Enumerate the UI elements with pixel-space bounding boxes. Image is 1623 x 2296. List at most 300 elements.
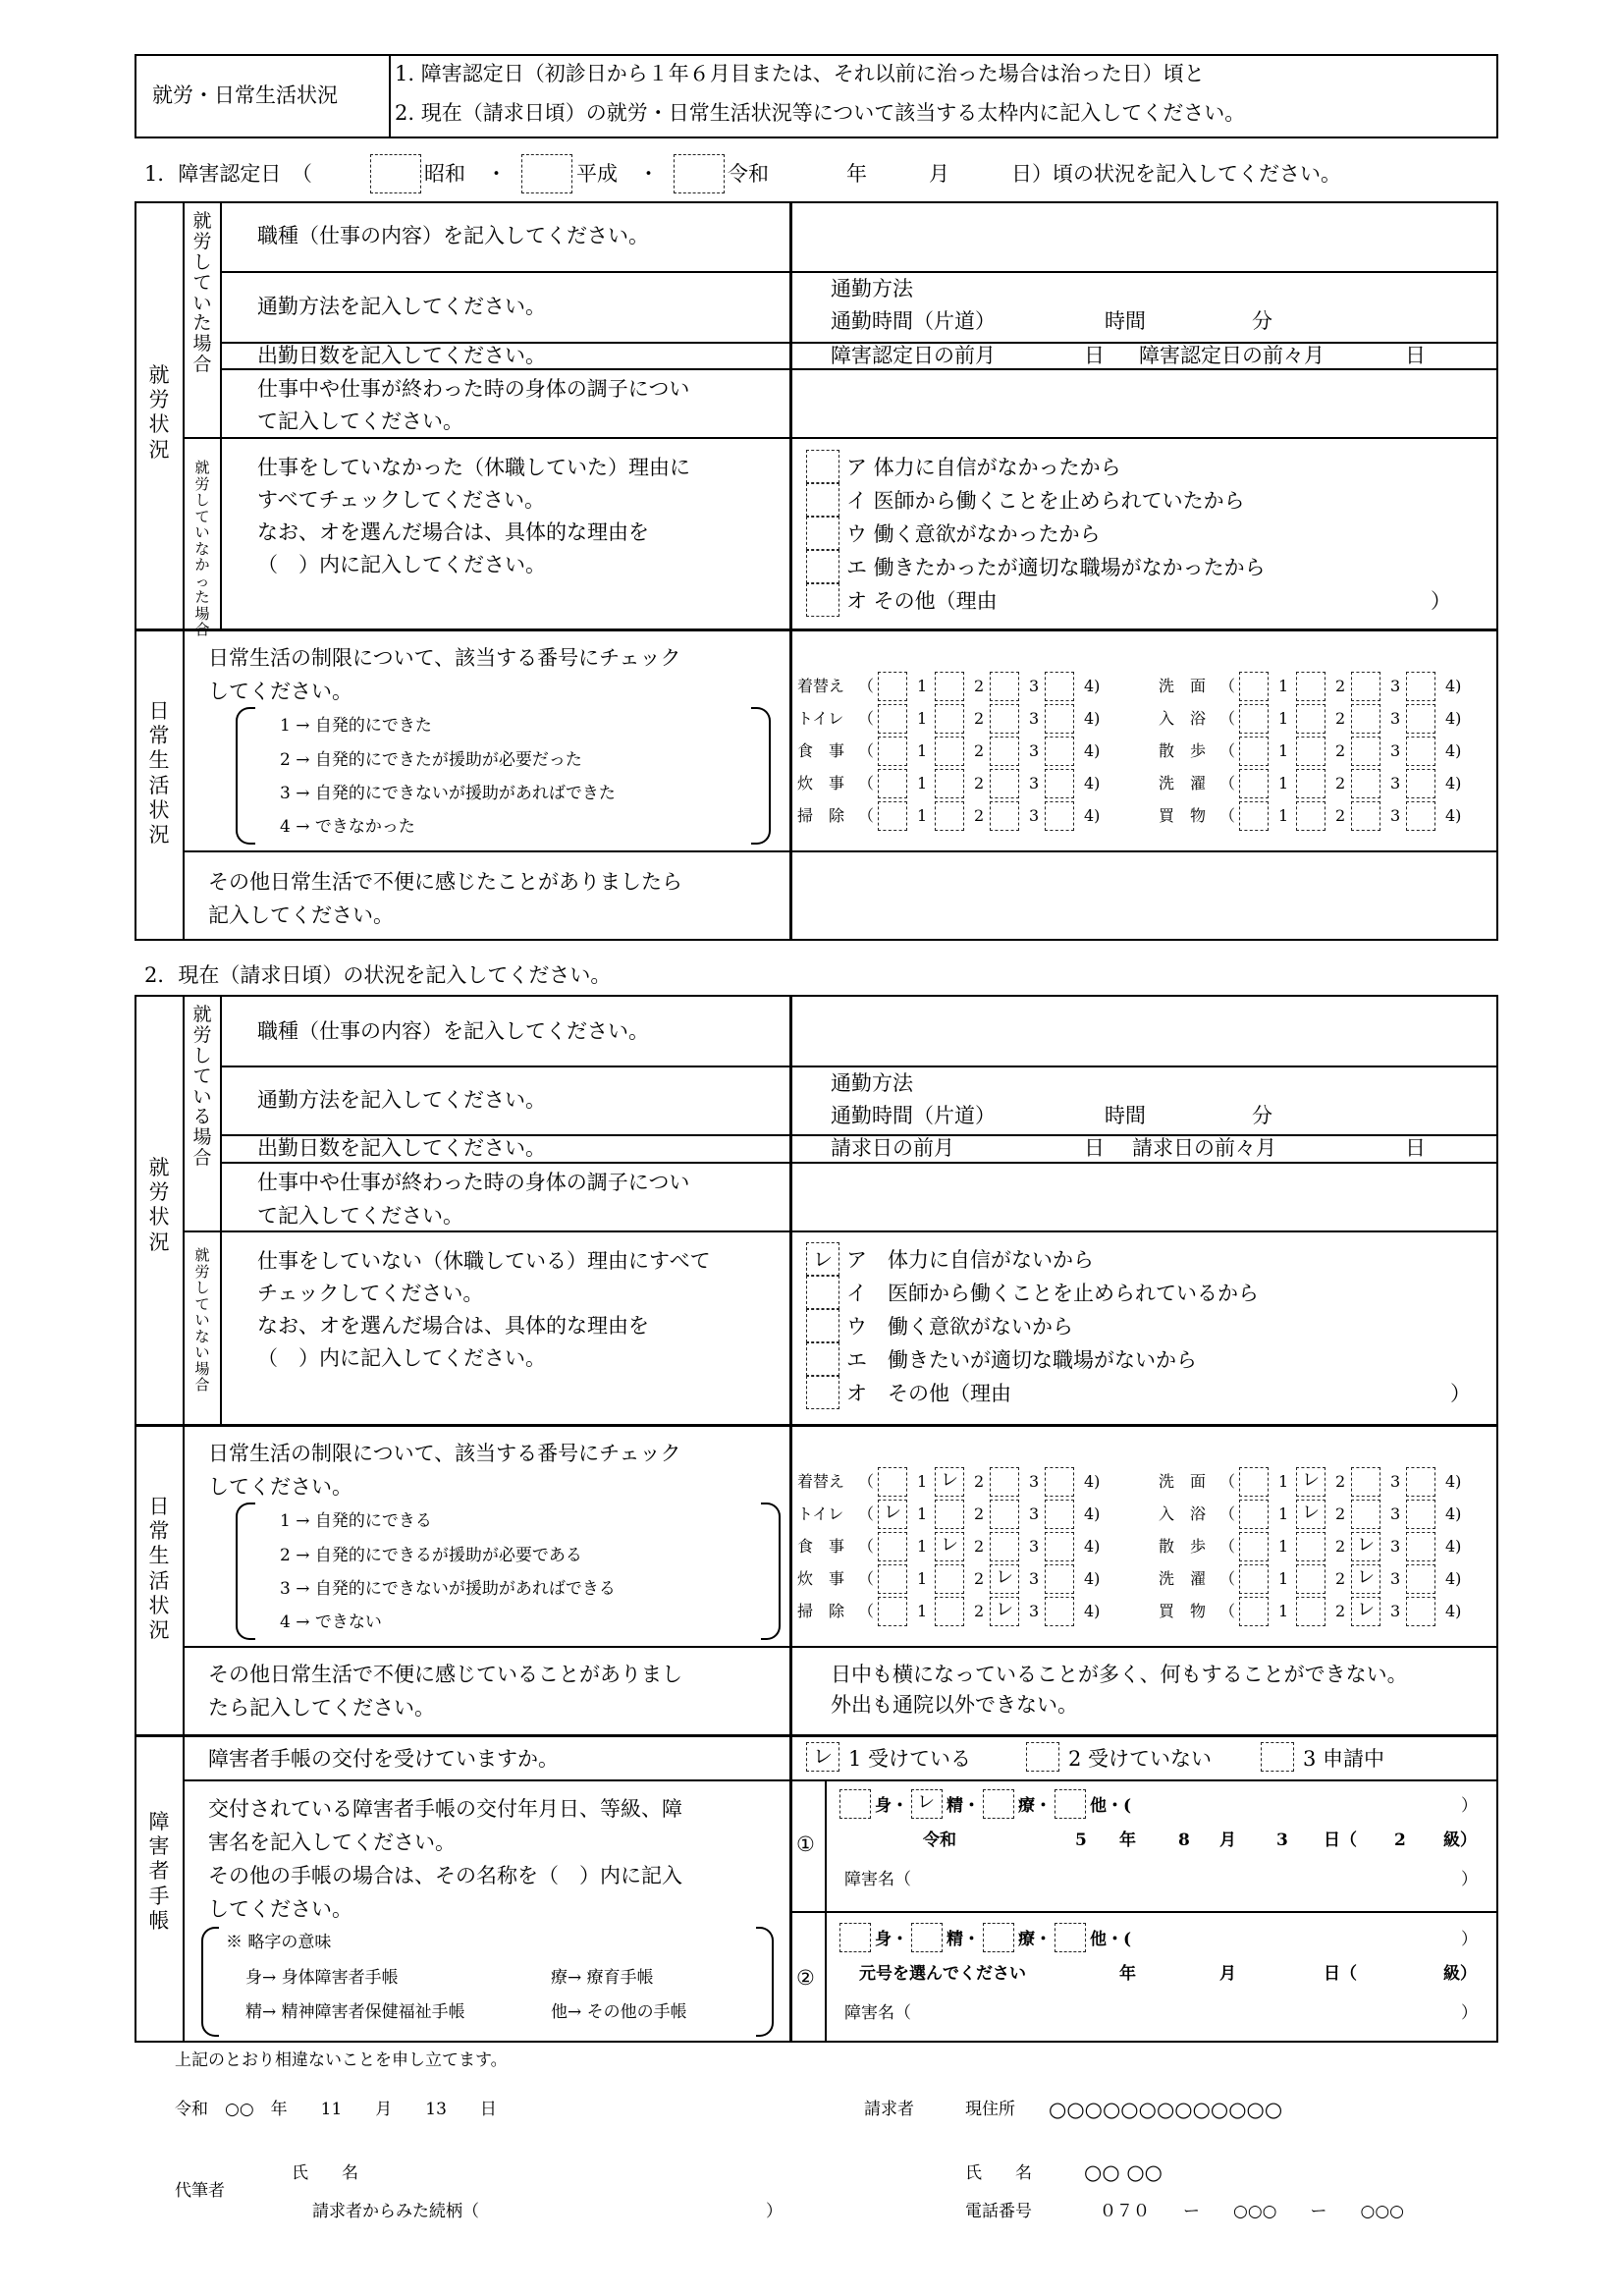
s2-num-l4-1: 1 <box>917 1602 928 1620</box>
s1-era-reiwa: 令和 <box>728 162 769 186</box>
s1-reason-checkbox-u[interactable] <box>806 517 839 550</box>
s1-num-l0-2: 2 <box>974 677 985 695</box>
s1-levels-bracket-left <box>236 707 255 845</box>
s2-check-l2: レ <box>941 1535 958 1556</box>
s2-num-l1-1: 1 <box>917 1504 928 1523</box>
s1-checkbox-r0-2[interactable] <box>1296 672 1325 701</box>
s1-other-q1: その他日常生活で不便に感じたことがありましたら <box>208 870 682 894</box>
s1-checkbox-l0-3[interactable] <box>990 672 1019 701</box>
s2-day2: 日 <box>1405 1136 1426 1160</box>
s2-checkbox-l0-1[interactable] <box>878 1467 907 1497</box>
s2-levels-bracket-left <box>236 1503 255 1640</box>
s1-checkbox-l1-3[interactable] <box>990 704 1019 734</box>
handbook-num-2: ② <box>796 1966 815 1990</box>
s1-reason-i: イ 医師から働くことを止められていたから <box>846 489 1245 513</box>
s1-checkbox-l2-3[interactable] <box>990 737 1019 766</box>
s1-reason-checkbox-i[interactable] <box>806 483 839 517</box>
s1-checkbox-r0-4[interactable] <box>1406 672 1435 701</box>
s2-day1: 日 <box>1084 1136 1105 1160</box>
s1-q-commute: 通勤方法を記入してください。 <box>257 295 546 318</box>
s2-checkbox-r3-4[interactable] <box>1406 1564 1435 1594</box>
s2-num-l4-4: 4) <box>1084 1602 1101 1620</box>
s2-checkbox-r2-4[interactable] <box>1406 1532 1435 1561</box>
s1-reason-checkbox-e[interactable] <box>806 550 839 583</box>
s2-checkbox-r4-1[interactable] <box>1239 1597 1269 1626</box>
s2-working-label: 就労している場合 <box>192 1004 212 1170</box>
s1-days-prev2: 障害認定日の前々月 <box>1139 344 1325 367</box>
s2-checkbox-l1-4[interactable] <box>1045 1500 1074 1529</box>
s2-num-r4-4: 4) <box>1445 1602 1462 1620</box>
s1-open-paren-l0: （ <box>858 677 875 695</box>
handbook-a-type-close: ） <box>1461 1796 1478 1816</box>
s2-activity-l2: 食 事 <box>797 1537 845 1556</box>
s2-open-paren-r2: （ <box>1219 1537 1236 1556</box>
s2-row-handbook-q <box>183 1779 1498 1781</box>
s1-activity-l2: 食 事 <box>797 741 845 760</box>
s1-checkbox-l2-4[interactable] <box>1045 737 1074 766</box>
s2-checkbox-l4-2[interactable] <box>935 1597 964 1626</box>
s2-checkbox-l2-1[interactable] <box>878 1532 907 1561</box>
s1-num-r3-1: 1 <box>1278 774 1289 793</box>
s1-num-r2-4: 4) <box>1445 741 1462 760</box>
s2-checkbox-l4-1[interactable] <box>878 1597 907 1626</box>
s1-checkbox-l2-2[interactable] <box>935 737 964 766</box>
abbr-bracket-right <box>756 1927 774 2037</box>
s1-open-paren-r2: （ <box>1219 741 1236 760</box>
s1-checkbox-l4-4[interactable] <box>1045 801 1074 831</box>
s1-q-reason2: すべてチェックしてください。 <box>257 488 545 512</box>
s1-num-l2-4: 4) <box>1084 741 1101 760</box>
s2-checkbox-l0-3[interactable] <box>990 1467 1019 1497</box>
abbr-2: 療→ 療育手帳 <box>551 1968 654 1988</box>
s1-q-body1: 仕事中や仕事が終わった時の身体の調子につい <box>257 377 690 401</box>
s1-checkbox-l1-2[interactable] <box>935 704 964 734</box>
handbook-a-gatsu: 月 <box>1219 1831 1236 1850</box>
s2-q-commute: 通勤方法を記入してください。 <box>257 1088 546 1112</box>
s2-check-r1: レ <box>1302 1503 1320 1523</box>
s1-checkbox-l4-2[interactable] <box>935 801 964 831</box>
s1-answer-col <box>789 201 792 941</box>
s1-activity-r4: 買 物 <box>1159 806 1207 825</box>
s1-reason-u: ウ 働く意欲がなかったから <box>846 522 1101 546</box>
s2-check-l3: レ <box>996 1567 1013 1588</box>
s2-checkbox-r0-4[interactable] <box>1406 1467 1435 1497</box>
s2-num-r2-3: 3 <box>1390 1537 1401 1556</box>
s1-era-checkbox-heisei[interactable] <box>521 154 572 193</box>
s2-q-reason1: 仕事をしていない（休職している）理由にすべて <box>257 1249 711 1273</box>
s2-num-r0-2: 2 <box>1335 1472 1346 1491</box>
footer-phone-label: 電話番号 <box>965 2202 1032 2221</box>
s2-num-r3-3: 3 <box>1390 1569 1401 1588</box>
s1-checkbox-r4-4[interactable] <box>1406 801 1435 831</box>
s2-checkbox-r0-1[interactable] <box>1239 1467 1269 1497</box>
s2-num-l2-1: 1 <box>917 1537 928 1556</box>
s1-q-job: 職種（仕事の内容）を記入してください。 <box>257 224 649 247</box>
s2-num-r3-4: 4) <box>1445 1569 1462 1588</box>
s1-days-prev: 障害認定日の前月 <box>831 344 996 367</box>
handbook-num-1: ① <box>796 1832 815 1856</box>
handbook-a-disability-close: ） <box>1461 1870 1478 1889</box>
s1-checkbox-r0-1[interactable] <box>1239 672 1269 701</box>
s2-minutes: 分 <box>1252 1104 1272 1127</box>
s1-num-r4-4: 4) <box>1445 806 1462 825</box>
s1-num-l1-4: 4) <box>1084 709 1101 728</box>
s2-not-working-label: 就労していない場合 <box>194 1246 210 1394</box>
s2-num-r3-2: 2 <box>1335 1569 1346 1588</box>
handbook-b-type-checkbox-1[interactable] <box>911 1923 943 1952</box>
s1-checkbox-r1-2[interactable] <box>1296 704 1325 734</box>
handbook-b-disability-name: 障害名（ <box>844 2003 911 2023</box>
s2-check-l4: レ <box>996 1600 1013 1620</box>
s1-level-2: 2 → 自発的にできたが援助が必要だった <box>280 750 582 770</box>
handbook-a-type-label-1: 精・ <box>947 1796 980 1816</box>
s2-check-l0: レ <box>941 1470 958 1491</box>
s2-other-q2: たら記入してください。 <box>208 1696 435 1720</box>
s2-reason-check-0: レ <box>813 1247 833 1271</box>
s1-checkbox-r3-2[interactable] <box>1296 769 1325 798</box>
s1-open-paren-l2: （ <box>858 741 875 760</box>
s1-checkbox-r4-3[interactable] <box>1351 801 1380 831</box>
s2-level-4: 4 → できない <box>280 1613 382 1632</box>
s1-checkbox-r1-4[interactable] <box>1406 704 1435 734</box>
s2-num-r4-1: 1 <box>1278 1602 1289 1620</box>
s2-num-l1-3: 3 <box>1029 1504 1040 1523</box>
s2-open-paren-r3: （ <box>1219 1569 1236 1588</box>
s1-not-working-label: 就労していなかった場合 <box>194 459 210 638</box>
s1-num-l4-3: 3 <box>1029 806 1040 825</box>
s1-num-r0-1: 1 <box>1278 677 1289 695</box>
s2-checkbox-r4-2[interactable] <box>1296 1597 1325 1626</box>
s2-num-l4-2: 2 <box>974 1602 985 1620</box>
s2-q-body1: 仕事中や仕事が終わった時の身体の調子につい <box>257 1171 690 1194</box>
handbook-a-nen: 年 <box>1119 1831 1136 1850</box>
s1-num-r1-1: 1 <box>1278 709 1289 728</box>
s2-checkbox-l1-3[interactable] <box>990 1500 1019 1529</box>
s2-checkbox-l2-3[interactable] <box>990 1532 1019 1561</box>
s2-num-r1-1: 1 <box>1278 1504 1289 1523</box>
s2-reason-checkbox-1[interactable] <box>806 1276 839 1309</box>
s1-checkbox-l4-1[interactable] <box>878 801 907 831</box>
s2-hours: 時間 <box>1105 1104 1146 1127</box>
handbook-a-type-checkbox-2[interactable] <box>983 1789 1014 1819</box>
s1-num-r1-4: 4) <box>1445 709 1462 728</box>
s1-num-r1-2: 2 <box>1335 709 1346 728</box>
s2-work-label: 就労状況 <box>148 1156 170 1254</box>
s2-num-l0-1: 1 <box>917 1472 928 1491</box>
handbook-b-type-label-2: 療・ <box>1018 1930 1052 1949</box>
s1-num-l1-2: 2 <box>974 709 985 728</box>
s2-num-l0-4: 4) <box>1084 1472 1101 1491</box>
footer-phone[interactable]: ０７０ ー ○○○ ー ○○○ <box>1100 2202 1405 2221</box>
s1-checkbox-l1-4[interactable] <box>1045 704 1074 734</box>
footer-proxy: 代筆者 <box>175 2181 225 2201</box>
s1-row-daily <box>135 629 1498 631</box>
s1-checkbox-r2-3[interactable] <box>1351 737 1380 766</box>
s1-num-l4-4: 4) <box>1084 806 1101 825</box>
handbook-a-type-label-0: 身・ <box>875 1796 908 1816</box>
handbook-a-type-checkbox-3[interactable] <box>1055 1789 1086 1819</box>
handbook-a-nichi: 日（ <box>1324 1831 1357 1850</box>
s1-num-l0-4: 4) <box>1084 677 1101 695</box>
s1-num-r0-4: 4) <box>1445 677 1462 695</box>
s1-daily-label: 日常生活状況 <box>148 699 170 847</box>
s2-num-r4-3: 3 <box>1390 1602 1401 1620</box>
s2-level-3: 3 → 自発的にできないが援助があればできる <box>280 1579 616 1599</box>
s1-open-paren-l3: （ <box>858 774 875 793</box>
s1-num-r2-3: 3 <box>1390 741 1401 760</box>
s1-checkbox-r2-4[interactable] <box>1406 737 1435 766</box>
s2-q-days: 出勤日数を記入してください。 <box>257 1136 546 1160</box>
s2-q-body2: て記入してください。 <box>257 1204 463 1228</box>
s1-checkbox-l3-1[interactable] <box>878 769 907 798</box>
s1-checkbox-r2-1[interactable] <box>1239 737 1269 766</box>
s2-num-r0-4: 4) <box>1445 1472 1462 1491</box>
s2-reason-o-close: ） <box>1450 1382 1471 1405</box>
s2-check-r0: レ <box>1302 1470 1320 1491</box>
s2-levels-bracket-right <box>761 1503 781 1640</box>
s2-num-l2-4: 4) <box>1084 1537 1101 1556</box>
s1-checkbox-l0-2[interactable] <box>935 672 964 701</box>
handbook-label: 障害者手帳 <box>148 1810 170 1933</box>
s2-activity-r1: 入 浴 <box>1159 1504 1207 1523</box>
s2-num-l3-4: 4) <box>1084 1569 1101 1588</box>
s1-q-reason4: （ ）内に記入してください。 <box>257 553 546 576</box>
s2-checkbox-r1-3[interactable] <box>1351 1500 1380 1529</box>
s1-checkbox-r0-3[interactable] <box>1351 672 1380 701</box>
s1-checkbox-r4-1[interactable] <box>1239 801 1269 831</box>
s2-num-r1-3: 3 <box>1390 1504 1401 1523</box>
s2-open-paren-l1: （ <box>858 1504 875 1523</box>
s2-activity-r2: 散 歩 <box>1159 1537 1207 1556</box>
s2-num-r4-2: 2 <box>1335 1602 1346 1620</box>
s2-checkbox-r2-1[interactable] <box>1239 1532 1269 1561</box>
s1-num-r3-4: 4) <box>1445 774 1462 793</box>
s2-checkbox-r1-4[interactable] <box>1406 1500 1435 1529</box>
handbook-b-era[interactable]: 元号を選んでください <box>859 1964 1026 1984</box>
s2-row4 <box>183 1230 1498 1232</box>
s2-checkbox-l3-2[interactable] <box>935 1564 964 1594</box>
s1-outer-col <box>183 201 185 941</box>
s1-checkbox-r3-1[interactable] <box>1239 769 1269 798</box>
handbook-b-type-label-3: 他・( <box>1090 1930 1132 1949</box>
handbook-a-day[interactable]: 3 <box>1276 1831 1288 1850</box>
s1-reason-o-close: ） <box>1431 589 1451 613</box>
handbook-q-detail4: してください。 <box>208 1897 352 1921</box>
handbook-a-month[interactable]: 8 <box>1178 1831 1190 1850</box>
s1-reason-checkbox-a[interactable] <box>806 450 839 483</box>
s1-reason-checkbox-o[interactable] <box>806 583 839 617</box>
handbook-a-type-checkbox-0[interactable] <box>839 1789 871 1819</box>
s1-activity-r1: 入 浴 <box>1159 709 1207 728</box>
s2-num-r1-4: 4) <box>1445 1504 1462 1523</box>
s1-checkbox-l3-4[interactable] <box>1045 769 1074 798</box>
s2-num-l1-4: 4) <box>1084 1504 1101 1523</box>
s1-day1: 日 <box>1084 344 1105 367</box>
s1-num-l2-3: 3 <box>1029 741 1040 760</box>
footer-name[interactable]: ○○ ○○ <box>1084 2160 1163 2184</box>
s2-other-answer1[interactable]: 日中も横になっていることが多く、何もすることができない。 <box>831 1663 1408 1686</box>
s2-checkbox-r2-2[interactable] <box>1296 1532 1325 1561</box>
s2-num-l2-2: 2 <box>974 1537 985 1556</box>
s1-num-l3-2: 2 <box>974 774 985 793</box>
s2-check-l1: レ <box>884 1503 901 1523</box>
handbook-b-nen: 年 <box>1119 1964 1136 1984</box>
footer-address[interactable]: ○○○○○○○○○○○○○ <box>1049 2098 1283 2121</box>
abbr-title: ※ 略字の意味 <box>226 1933 332 1952</box>
s2-reason-1: イ 医師から働くことを止められているから <box>846 1282 1259 1305</box>
s1-checkbox-r2-2[interactable] <box>1296 737 1325 766</box>
s2-q-reason3: なお、オを選んだ場合は、具体的な理由を <box>257 1314 649 1338</box>
s2-row-other <box>183 1646 1498 1648</box>
handbook-a-type-label-3: 他・( <box>1090 1796 1132 1816</box>
s1-num-r1-3: 3 <box>1390 709 1401 728</box>
s2-checkbox-r3-2[interactable] <box>1296 1564 1325 1594</box>
s2-num-l0-3: 3 <box>1029 1472 1040 1491</box>
s2-checkbox-l0-4[interactable] <box>1045 1467 1074 1497</box>
handbook-a-grade[interactable]: 2 <box>1394 1831 1406 1850</box>
s1-era-checkbox-reiwa[interactable] <box>674 154 725 193</box>
s2-daily-label: 日常生活状況 <box>148 1495 170 1642</box>
s2-activity-r0: 洗 面 <box>1159 1472 1207 1491</box>
handbook-b-type-checkbox-3[interactable] <box>1055 1923 1086 1952</box>
s2-open-paren-l4: （ <box>858 1602 875 1620</box>
s2-checkbox-l2-4[interactable] <box>1045 1532 1074 1561</box>
s1-title-suffix: 年 月 日）頃の状況を記入してください。 <box>846 162 1341 186</box>
s1-activity-r0: 洗 面 <box>1159 677 1207 695</box>
s1-num-l2-1: 1 <box>917 741 928 760</box>
s2-open-paren-r0: （ <box>1219 1472 1236 1491</box>
s1-sub-col <box>220 201 222 629</box>
s1-reason-o: オ その他（理由 <box>846 589 998 613</box>
s1-num-l1-3: 3 <box>1029 709 1040 728</box>
s1-checkbox-l2-1[interactable] <box>878 737 907 766</box>
s2-other-answer2[interactable]: 外出も通院以外できない。 <box>831 1693 1078 1717</box>
s2-checkbox-l1-2[interactable] <box>935 1500 964 1529</box>
handbook-b-type-checkbox-2[interactable] <box>983 1923 1014 1952</box>
s2-open-paren-l3: （ <box>858 1569 875 1588</box>
s1-era-checkbox-showa[interactable] <box>370 154 421 193</box>
s1-checkbox-l1-1[interactable] <box>878 704 907 734</box>
header-divider <box>389 54 391 138</box>
s2-reason-checkbox-4[interactable] <box>806 1376 839 1409</box>
s1-level-4: 4 → できなかった <box>280 817 415 837</box>
handbook-opt2-checkbox[interactable] <box>1026 1742 1059 1772</box>
s2-num-l2-3: 3 <box>1029 1537 1040 1556</box>
footer-name-label: 氏 名 <box>965 2163 1032 2183</box>
s2-checkbox-r4-4[interactable] <box>1406 1597 1435 1626</box>
s2-checkbox-l3-1[interactable] <box>878 1564 907 1594</box>
s2-checkbox-l4-4[interactable] <box>1045 1597 1074 1626</box>
s1-num-l0-1: 1 <box>917 677 928 695</box>
s2-q-reason2: チェックしてください。 <box>257 1282 484 1305</box>
handbook-a-year[interactable]: 5 <box>1075 1831 1087 1850</box>
s1-checkbox-r1-3[interactable] <box>1351 704 1380 734</box>
s2-check-r2: レ <box>1357 1535 1375 1556</box>
s1-activity-r2: 散 歩 <box>1159 741 1207 760</box>
s1-num-l4-1: 1 <box>917 806 928 825</box>
s2-num-r2-1: 1 <box>1278 1537 1289 1556</box>
s1-num-r3-3: 3 <box>1390 774 1401 793</box>
handbook-opt2: 2 受けていない <box>1068 1747 1213 1771</box>
handbook-b-type-checkbox-0[interactable] <box>839 1923 871 1952</box>
s2-row3 <box>220 1162 1498 1164</box>
s1-checkbox-l0-4[interactable] <box>1045 672 1074 701</box>
header-label: 就労・日常生活状況 <box>152 83 338 107</box>
s1-levels-bracket-right <box>751 707 771 845</box>
s1-num-l3-3: 3 <box>1029 774 1040 793</box>
handbook-opt1: 1 受けている <box>848 1747 972 1771</box>
s2-activity-r3: 洗 濯 <box>1159 1569 1207 1588</box>
s1-checkbox-r1-1[interactable] <box>1239 704 1269 734</box>
handbook-opt1-check: レ <box>813 1744 833 1768</box>
s1-num-l1-1: 1 <box>917 709 928 728</box>
s1-reason-a: ア 体力に自信がなかったから <box>846 456 1121 479</box>
s2-checkbox-r3-1[interactable] <box>1239 1564 1269 1594</box>
s1-num-r0-3: 3 <box>1390 677 1401 695</box>
footer-relation: 請求者からみた続柄（ <box>312 2202 479 2221</box>
s2-num-r2-4: 4) <box>1445 1537 1462 1556</box>
footer-proxy-name-label: 氏 名 <box>292 2163 358 2183</box>
s1-checkbox-l0-1[interactable] <box>878 672 907 701</box>
s1-checkbox-l3-2[interactable] <box>935 769 964 798</box>
s2-days-prev2: 請求日の前々月 <box>1132 1136 1276 1160</box>
s1-open-paren-l1: （ <box>858 709 875 728</box>
s2-num-l3-2: 2 <box>974 1569 985 1588</box>
s2-open-paren-r4: （ <box>1219 1602 1236 1620</box>
s2-activity-l0: 着替え <box>797 1472 845 1491</box>
s1-daily-q1: 日常生活の制限について、該当する番号にチェック <box>208 646 681 670</box>
s2-reason-0: ア 体力に自信がないから <box>846 1248 1094 1272</box>
s1-era-heisei: 平成 ・ <box>576 162 659 186</box>
s1-num-r4-2: 2 <box>1335 806 1346 825</box>
s1-num-l3-4: 4) <box>1084 774 1101 793</box>
s2-checkbox-l3-4[interactable] <box>1045 1564 1074 1594</box>
s1-checkbox-l3-3[interactable] <box>990 769 1019 798</box>
s1-working-label: 就労していた場合 <box>192 210 212 376</box>
s2-commute-time: 通勤時間（片道） <box>831 1104 996 1127</box>
s1-reason-e: エ 働きたかったが適切な職場がなかったから <box>846 556 1266 579</box>
abbr-3: 精→ 精神障害者保健福祉手帳 <box>245 2002 465 2022</box>
s1-checkbox-r4-2[interactable] <box>1296 801 1325 831</box>
s1-minutes: 分 <box>1252 309 1272 333</box>
s1-activity-l3: 炊 事 <box>797 774 845 793</box>
s1-num-r2-2: 2 <box>1335 741 1346 760</box>
s1-checkbox-l4-3[interactable] <box>990 801 1019 831</box>
footer-date: 令和 ○○ 年 11 月 13 日 <box>175 2100 497 2119</box>
s1-checkbox-r3-3[interactable] <box>1351 769 1380 798</box>
s2-checkbox-r1-1[interactable] <box>1239 1500 1269 1529</box>
s2-checkbox-r0-3[interactable] <box>1351 1467 1380 1497</box>
s1-num-l3-1: 1 <box>917 774 928 793</box>
s2-other-q1: その他日常生活で不便に感じていることがありまし <box>208 1663 682 1686</box>
s1-num-l0-3: 3 <box>1029 677 1040 695</box>
handbook-a-era[interactable]: 令和 <box>923 1831 956 1850</box>
footer-declaration: 上記のとおり相違ないことを申し立てます。 <box>175 2050 508 2070</box>
handbook-opt3-checkbox[interactable] <box>1261 1742 1294 1772</box>
s1-day2: 日 <box>1405 344 1426 367</box>
header-line2: 2. 現在（請求日頃）の就労・日常生活状況等について該当する太枠内に記入してください。 <box>395 101 1246 125</box>
s1-row3 <box>220 368 1498 370</box>
s1-activity-l1: トイレ <box>797 709 844 728</box>
s2-reason-2: ウ 働く意欲がないから <box>846 1315 1073 1339</box>
s1-level-1: 1 → 自発的にできた <box>280 716 432 736</box>
s2-reason-checkbox-2[interactable] <box>806 1309 839 1342</box>
s1-checkbox-r3-4[interactable] <box>1406 769 1435 798</box>
s2-reason-checkbox-3[interactable] <box>806 1342 839 1376</box>
s2-num-r2-2: 2 <box>1335 1537 1346 1556</box>
s1-row-other <box>183 850 1498 852</box>
s2-activity-l3: 炊 事 <box>797 1569 845 1588</box>
